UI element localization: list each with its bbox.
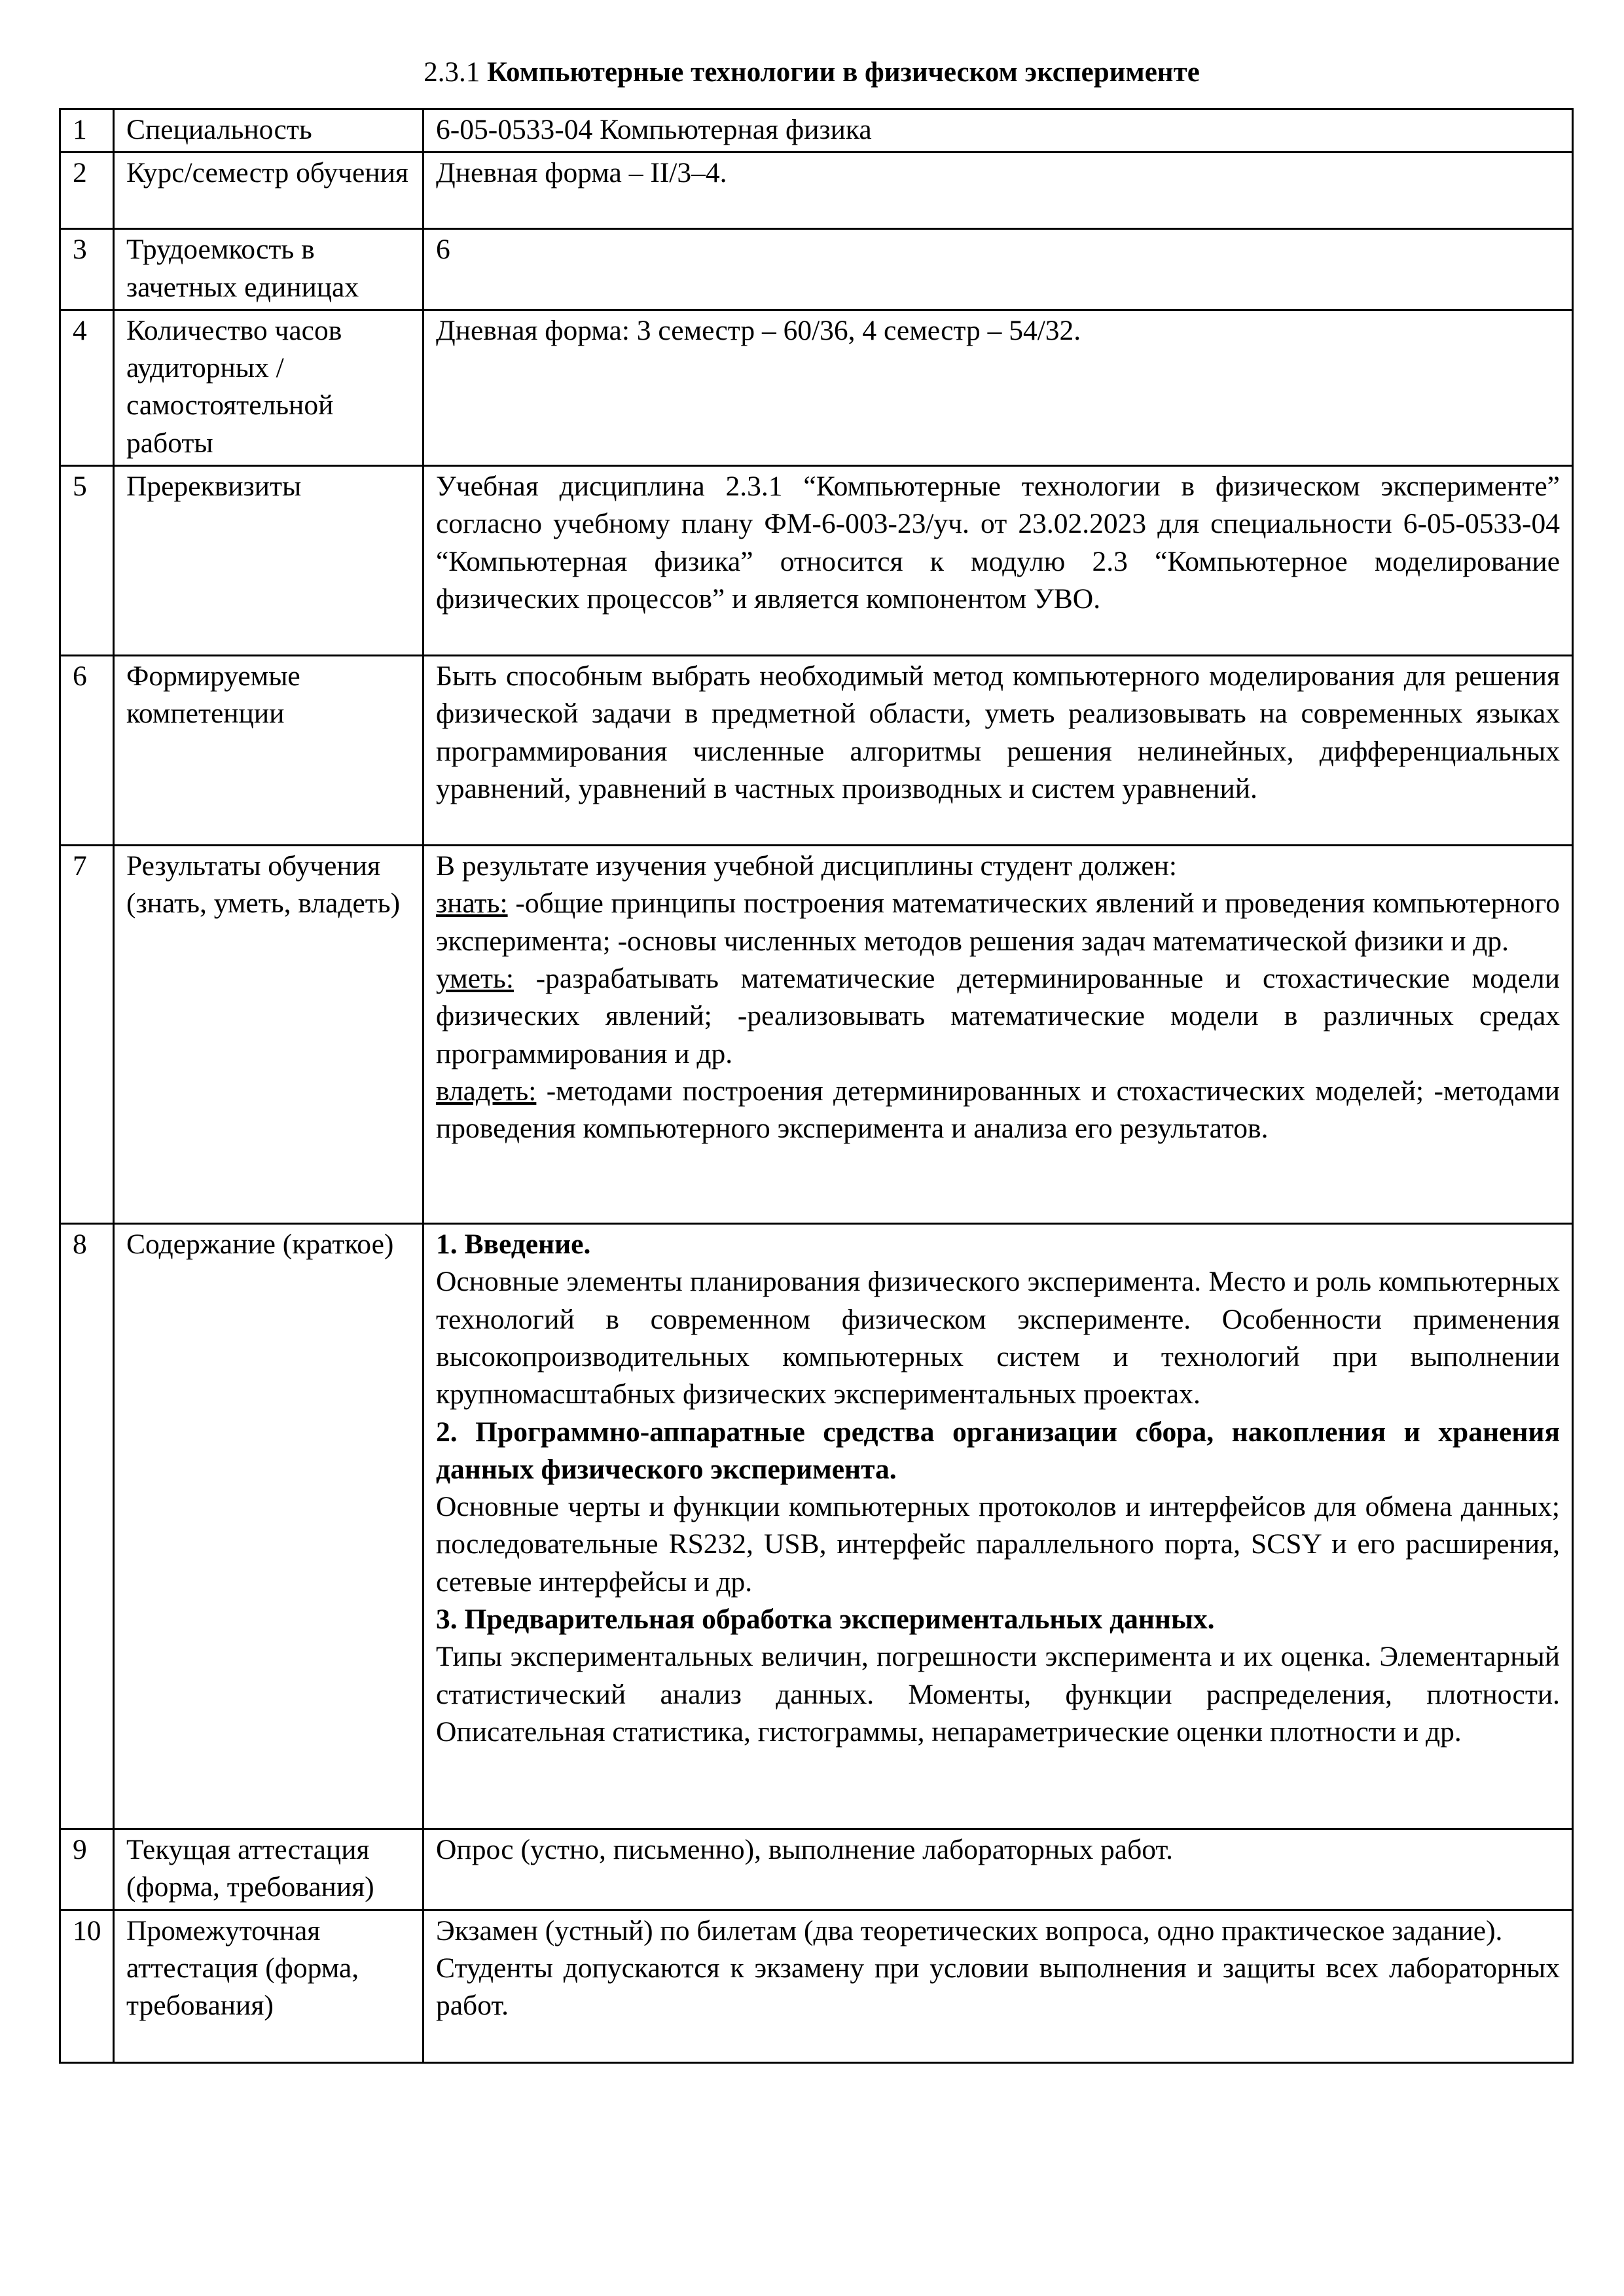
row-label: Трудоемкость в зачетных единицах — [114, 229, 424, 310]
row-label: Количество часов аудиторных / самостоятельной работы — [114, 310, 424, 465]
document-title — [59, 54, 1564, 92]
row-content: Опрос (устно, письменно), выполнение лабораторных работ. — [424, 1829, 1573, 1910]
section-3-text: Типы экспериментальных величин, погрешности эксперимента и их оценка. Элементарный статистический анализ данных. Моменты, функции распределения, плотности. Описательная статистика, гистограммы, непараметрические оценки плотности и др. — [436, 1641, 1560, 1748]
row-label: Курс/семестр обучения — [114, 152, 424, 229]
row-content: Быть способным выбрать необходимый метод компьютерного моделирования для решения физической задачи в предметной области, уметь реализовывать на современных языках программирования численные алгоритмы решения нелинейных, дифференциальных уравнений, уравнений в частных производных и систем уравнений. — [424, 656, 1573, 846]
row-label: Формируемые компетенции — [114, 656, 424, 846]
discipline-table — [59, 108, 1574, 2064]
exam-admission: Студенты допускаются к экзамену при условии выполнения и защиты всех лабораторных работ. — [436, 1952, 1560, 2022]
table-row — [60, 229, 1573, 310]
can-label: уметь: — [436, 962, 514, 994]
know-label: знать: — [436, 888, 508, 920]
row-label: Результаты обучения (знать, уметь, владеть) — [114, 846, 424, 1224]
table-row — [60, 1910, 1573, 2062]
learning-intro: В результате изучения учебной дисциплины студент должен: — [436, 850, 1178, 882]
learning-own — [436, 1073, 1560, 1148]
can-text: -разрабатывать математические детерминированные и стохастические модели физических явлений; -реализовывать математические модели в различных средах программирования и др. — [436, 962, 1560, 1069]
row-number: 4 — [60, 310, 114, 465]
title-number: 2.3.1 — [424, 57, 480, 88]
row-content — [424, 846, 1573, 1224]
row-content — [424, 1224, 1573, 1829]
table-row — [60, 152, 1573, 229]
row-content — [424, 1910, 1573, 2062]
learning-can — [436, 960, 1560, 1073]
row-label: Промежуточная аттестация (форма, требования) — [114, 1910, 424, 2062]
row-number: 9 — [60, 1829, 114, 1910]
row-number: 10 — [60, 1910, 114, 2062]
row-number: 8 — [60, 1224, 114, 1829]
own-text: -методами построения детерминированных и стохастических моделей; -методами проведения компьютерного эксперимента и анализа его результатов. — [436, 1075, 1560, 1145]
row-number: 3 — [60, 229, 114, 310]
row-content: Дневная форма: 3 семестр – 60/36, 4 семестр – 54/32. — [424, 310, 1573, 465]
learning-know — [436, 885, 1560, 960]
row-number: 6 — [60, 656, 114, 846]
row-content: 6 — [424, 229, 1573, 310]
section-1-text: Основные элементы планирования физического эксперимента. Место и роль компьютерных технологий в современном физическом эксперименте. Особенности применения высокопроизводительных компьютерных систем и технологий при выполнении крупномасштабных физических экспериментальных проектах. — [436, 1266, 1560, 1410]
section-2-title: 2. Программно-аппаратные средства организации сбора, накопления и хранения данных физического эксперимента. — [436, 1416, 1560, 1485]
row-content: Учебная дисциплина 2.3.1 “Компьютерные технологии в физическом эксперименте” согласно учебному плану ФМ-6-003-23/уч. от 23.02.2023 для специальности 6-05-0533-04 “Компьютерная физика” относится к модулю 2.3 “Компьютерное моделирование физических процессов” и является компонентом УВО. — [424, 466, 1573, 656]
section-1-title: 1. Введение. — [436, 1229, 591, 1261]
row-label: Содержание (краткое) — [114, 1224, 424, 1829]
row-label: Пререквизиты — [114, 466, 424, 656]
row-number: 7 — [60, 846, 114, 1224]
section-2-text: Основные черты и функции компьютерных протоколов и интерфейсов для обмена данных; последовательные RS232, USB, интерфейс параллельного порта, SCSY и его расширения, сетевые интерфейсы и др. — [436, 1491, 1561, 1598]
table-row — [60, 846, 1573, 1224]
row-number: 5 — [60, 466, 114, 656]
title-text: Компьютерные технологии в физическом эксперименте — [486, 57, 1200, 88]
table-row — [60, 656, 1573, 846]
table-row — [60, 466, 1573, 656]
row-content: 6-05-0533-04 Компьютерная физика — [424, 109, 1573, 152]
table-row — [60, 310, 1573, 465]
row-number: 1 — [60, 109, 114, 152]
row-number: 2 — [60, 152, 114, 229]
row-content: Дневная форма – II/3–4. — [424, 152, 1573, 229]
table-row — [60, 1224, 1573, 1829]
section-3-title: 3. Предварительная обработка экспериментальных данных. — [436, 1604, 1215, 1636]
own-label: владеть: — [436, 1075, 537, 1107]
know-text: -общие принципы построения математических явлений и проведения компьютерного эксперимента; -основы численных методов решения задач математической физики и др. — [436, 888, 1560, 957]
table-row — [60, 109, 1573, 152]
row-label: Текущая аттестация (форма, требования) — [114, 1829, 424, 1910]
row-label: Специальность — [114, 109, 424, 152]
table-row — [60, 1829, 1573, 1910]
exam-format: Экзамен (устный) по билетам (два теоретических вопроса, одно практическое задание). — [436, 1914, 1503, 1946]
